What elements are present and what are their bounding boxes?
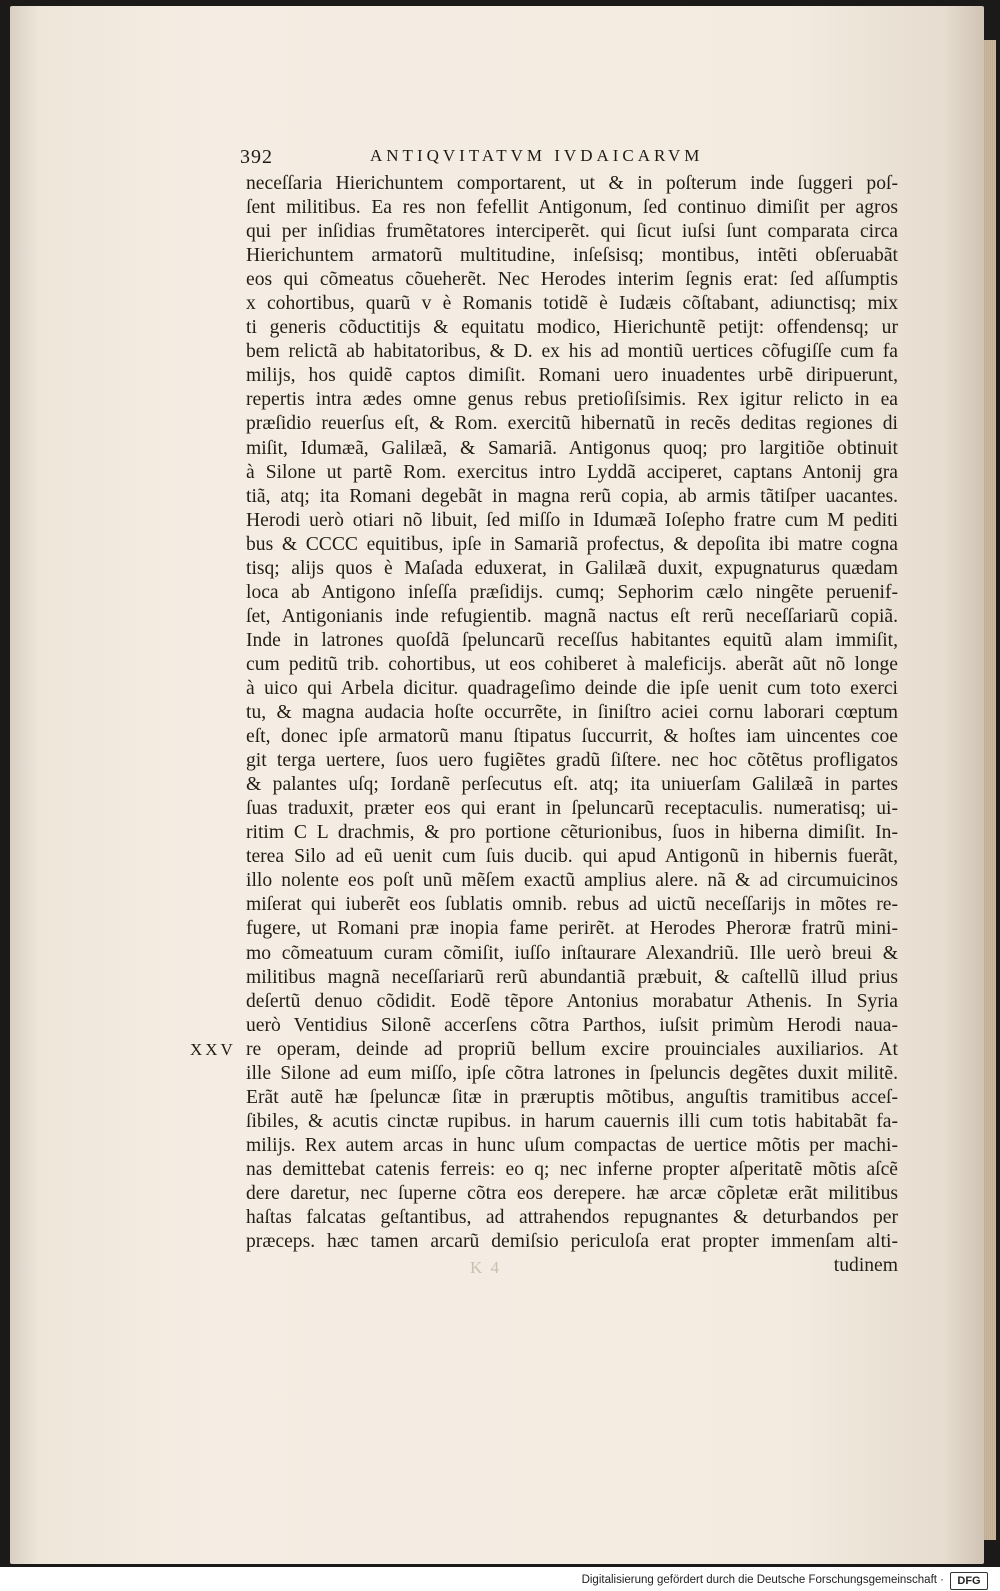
- text-line: mo cõmeatuum curam cõmiſit, iuſſo inſtaurare Alexandriũ. Ille uerò breui &: [246, 942, 898, 964]
- text-line: haſtas falcatas geſtantibus, ad attrahendos repugnantes & deturbandos per: [246, 1207, 898, 1229]
- page-number: 392: [240, 146, 273, 168]
- text-line: eſt, donec ipſe armatorũ manu ſtipatus ſuccurrit, & hoſtes iam uincentes coe: [246, 726, 898, 748]
- text-line: Herodi uerò otiari nõ libuit, ſed miſſo in Idumæã Ioſepho fratre cum M pediti: [246, 509, 898, 531]
- text-line: fugere, ut Romani præ inopia fame perirẽt. at Herodes Pheroræ fratrũ mini-: [246, 918, 898, 940]
- text-line: militibus magnã neceſſariarũ rerũ abundantiã præbuit, & caſtellũ illud prius: [246, 966, 898, 988]
- text-line: nas demittebat catenis ferreis: eo q; nec inferne propter aſperitatẽ mõtis aſcẽ: [246, 1158, 898, 1180]
- text-line: qui per inſidias frumẽtatores interciperẽt. qui ſicut iuſsi ſunt comparata circa: [246, 221, 898, 243]
- text-line: ſuas traduxit, præter eos qui erant in ſpeluncarũ receptaculis. numeratisq; ui-: [246, 798, 898, 820]
- text-line: miſerat qui iuberẽt eos ſublatis omnib. rebus ad uictũ neceſſarijs in mõtes re-: [246, 894, 898, 916]
- text-line: neceſſaria Hierichuntem comportarent, ut & in poſterum inde ſuggeri poſ-: [246, 173, 898, 194]
- text-line: ſent militibus. Ea res non fefellit Antigonum, ſed continuo dimiſit per agros: [246, 197, 898, 219]
- text-line: re operam, deinde ad propriũ bellum excire prouinciales auxiliarios. At: [246, 1038, 898, 1060]
- text-line: ille Silone ad eum miſſo, ipſe cõtra latrones in ſpeluncis degẽtes duxit militẽ.: [246, 1062, 898, 1084]
- dfg-logo: DFG: [950, 1572, 988, 1590]
- text-line: ti generis cõductitijs & equitatu modico, Hierichuntẽ petijt: offendensq; ur: [246, 317, 898, 339]
- text-line: deſertũ denuo cõdidit. Eodẽ tẽpore Antonius morabatur Athenis. In Syria: [246, 990, 898, 1012]
- text-line: ritim C L drachmis, & pro portione cẽturionibus, ſuos in hiberna dimiſit. In-: [246, 822, 898, 844]
- text-line: dere daretur, nec ſuperne cõtra eos derepere. hæ arcæ cõpletæ erãt militibus: [246, 1182, 898, 1204]
- text-line: tisq; alijs quos è Maſada eduxerat, in Galilæã duxit, expugnaturus quædam: [246, 557, 898, 579]
- text-line: bem relictã ab habitatoribus, & D. ex his ad montiũ uertices cõfugiſſe cum fa: [246, 341, 898, 363]
- text-line: præſidio reuerſus eſt, & Rom. exercitũ hibernatũ in recẽs deditas regiones di: [246, 413, 898, 435]
- text-line: tiã, atq; ita Romani degebãt in magna rerũ copia, ab armis tãtiſper uacantes.: [246, 485, 898, 507]
- text-line: milijs. Rex autem arcas in hunc uſum compactas de uertice mõtis per machi-: [246, 1134, 898, 1156]
- text-line: miſit, Idumæã, Galilæã, & Samariã. Antigonus quoq; pro largitiõe obtinuit: [246, 437, 898, 459]
- text-line: git terga uertere, ſuos uero fugiẽtes gradũ ſiſtere. nec hoc cõtẽtus profligatos: [246, 750, 898, 772]
- text-line: repertis intra ædes omne genus rebus pretioſiſsimis. Rex igitur relicto in ea: [246, 389, 898, 411]
- text-line: eos qui cõmeatus cõueherẽt. Nec Herodes interim ſegnis erat: ſed aſſumptis: [246, 269, 898, 291]
- text-line: Erãt autẽ hæ ſpeluncæ ſitæ in præruptis mõtibus, anguſtis tramitibus acceſ-: [246, 1086, 898, 1108]
- text-line: cum peditũ trib. cohortibus, ut eos cohiberet à maleficijs. aberãt aũt nõ longe: [246, 653, 898, 675]
- text-line: Hierichuntem armatorũ multitudine, inſeſsisq; montibus, intẽti obſeruabãt: [246, 245, 898, 267]
- text-line: ſet, Antigonianis inde refugientib. magnã nactus eſt rerũ neceſſariarũ copiã.: [246, 605, 898, 627]
- text-line: à Silone ut partẽ Rom. exercitus intro Lyddã acciperet, captans Antonij gra: [246, 461, 898, 483]
- margin-note: XXV: [190, 1040, 236, 1059]
- page-edge: [984, 40, 996, 1540]
- text-line: à uico qui Arbela dicitur. quadrageſimo deinde die ipſe uenit cum toto exerci: [246, 677, 898, 699]
- running-head: ANTIQVITATVM IVDAICARVM: [370, 146, 704, 165]
- text-line: tudinem: [833, 1255, 898, 1277]
- text-line: bus & CCCC equitibus, ipſe in Samariã profectus, & depoſita ibi matre cogna: [246, 533, 898, 555]
- text-line: ſibiles, & acutis cinctæ rupibus. in harum cauernis illi cum totis habitabãt fa-: [246, 1110, 898, 1132]
- text-line: uerò Ventidius Silonẽ accerſens cõtra Parthos, iuſsit primùm Herodi naua-: [246, 1014, 898, 1036]
- text-line: præceps. hæc tamen arcarũ demiſsio periculoſa erat propter immenſam alti-: [246, 1231, 898, 1253]
- text-line: terea Silo ad eũ uenit cum ſuis ducib. qui apud Antigonũ in hibernis fuerãt,: [246, 846, 898, 868]
- text-line: loca ab Antigono inſeſſa præſidijs. cumq; Sephorim cælo ningẽte peruenif-: [246, 581, 898, 603]
- funding-credit: Digitalisierung gefördert durch die Deutsche Forschungsgemeinschaft ·: [581, 1574, 944, 1586]
- text-line: & palantes uſq; Iordanẽ perſecutus eſt. atq; ita uniuerſam Galilæã in partes: [246, 774, 898, 796]
- body-text: [246, 172, 898, 1278]
- text-line: Inde in latrones quoſdã ſpeluncarũ receſſus habitantes equitũ alam immiſit,: [246, 629, 898, 651]
- text-line: illo nolente eos poſt unũ mẽſem exactũ amplius alere. nã & ad circumuicinos: [246, 870, 898, 892]
- signature-mark: K 4: [470, 1258, 502, 1277]
- text-line: milijs, hos quidẽ captos dimiſit. Romani uero inuadentes urbẽ diripuerunt,: [246, 365, 898, 387]
- text-line: tu, & magna audacia hoſte occurrẽte, in ſiniſtro aciei cornu laborari cœptum: [246, 702, 898, 724]
- text-line: x cohortibus, quarũ v è Romanis totidẽ è Iudæis cõſtabant, adiunctisq; mix: [246, 293, 898, 315]
